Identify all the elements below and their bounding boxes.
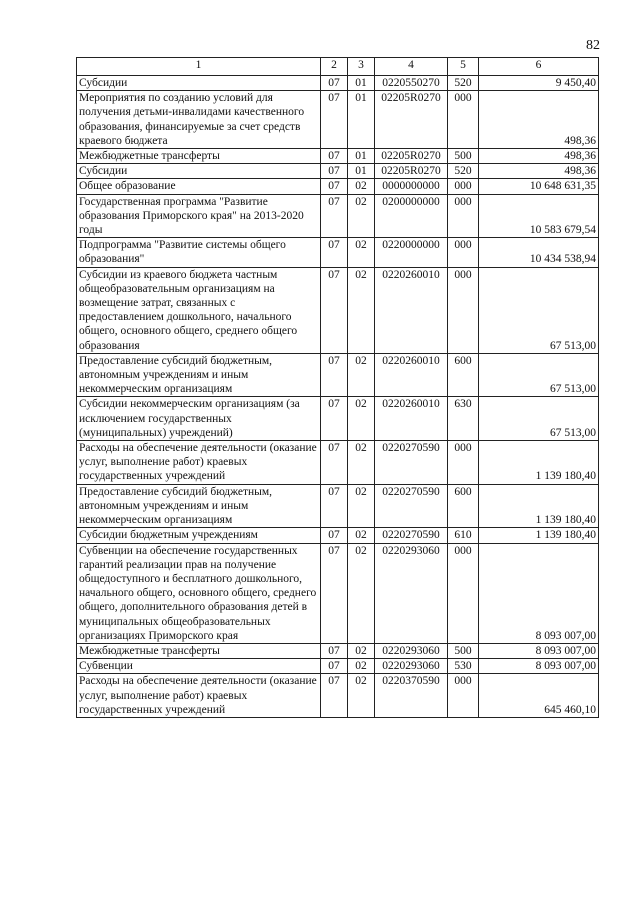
section-code-cell: 07 [321, 353, 348, 397]
table-row [77, 441, 599, 485]
row-name-cell: Субсидии некоммерческим организациям (за исключением государственных (муниципальных) учреждений) [77, 397, 321, 441]
target-item-code-cell: 0220270590 [375, 528, 448, 543]
table-row [77, 659, 599, 674]
table-row [77, 149, 599, 164]
target-item-code-cell: 0000000000 [375, 179, 448, 194]
subsection-code-cell: 01 [348, 149, 375, 164]
subsection-code-cell: 01 [348, 76, 375, 91]
target-item-code-cell: 0220270590 [375, 484, 448, 528]
amount-cell: 645 460,10 [479, 674, 599, 718]
amount-cell: 1 139 180,40 [479, 528, 599, 543]
section-code-cell: 07 [321, 659, 348, 674]
table-row [77, 674, 599, 718]
subsection-code-cell: 02 [348, 397, 375, 441]
section-code-cell: 07 [321, 149, 348, 164]
table-row [77, 643, 599, 658]
subsection-code-cell: 02 [348, 267, 375, 353]
row-name-cell: Мероприятия по созданию условий для получения детьми-инвалидами качественного образования, финансируемые за счет средств краевого бюджета [77, 91, 321, 149]
amount-cell: 498,36 [479, 149, 599, 164]
table-row [77, 267, 599, 353]
row-name-cell: Общее образование [77, 179, 321, 194]
section-code-cell: 07 [321, 543, 348, 643]
section-code-cell: 07 [321, 397, 348, 441]
subsection-code-cell: 01 [348, 164, 375, 179]
subsection-code-cell: 02 [348, 528, 375, 543]
section-code-cell: 07 [321, 179, 348, 194]
column-header: 2 [321, 58, 348, 76]
expense-type-code-cell: 000 [448, 194, 479, 238]
amount-cell: 67 513,00 [479, 267, 599, 353]
section-code-cell: 07 [321, 76, 348, 91]
expense-type-code-cell: 600 [448, 353, 479, 397]
row-name-cell: Предоставление субсидий бюджетным, автономным учреждениям и иным некоммерческим организациям [77, 353, 321, 397]
subsection-code-cell: 02 [348, 674, 375, 718]
amount-cell: 8 093 007,00 [479, 659, 599, 674]
row-name-cell: Субсидии [77, 76, 321, 91]
target-item-code-cell: 0220370590 [375, 674, 448, 718]
table-row [77, 397, 599, 441]
table-row [77, 179, 599, 194]
expense-type-code-cell: 600 [448, 484, 479, 528]
table-row [77, 543, 599, 643]
target-item-code-cell: 02205R0270 [375, 164, 448, 179]
row-name-cell: Межбюджетные трансферты [77, 643, 321, 658]
subsection-code-cell: 01 [348, 91, 375, 149]
amount-cell: 67 513,00 [479, 353, 599, 397]
section-code-cell: 07 [321, 484, 348, 528]
expense-type-code-cell: 000 [448, 674, 479, 718]
amount-cell: 498,36 [479, 91, 599, 149]
table-row [77, 528, 599, 543]
amount-cell: 8 093 007,00 [479, 543, 599, 643]
section-code-cell: 07 [321, 164, 348, 179]
amount-cell: 1 139 180,40 [479, 441, 599, 485]
subsection-code-cell: 02 [348, 238, 375, 267]
subsection-code-cell: 02 [348, 484, 375, 528]
target-item-code-cell: 0220293060 [375, 543, 448, 643]
section-code-cell: 07 [321, 643, 348, 658]
section-code-cell: 07 [321, 441, 348, 485]
subsection-code-cell: 02 [348, 179, 375, 194]
expense-type-code-cell: 520 [448, 164, 479, 179]
table-body [77, 76, 599, 718]
expense-type-code-cell: 630 [448, 397, 479, 441]
expense-type-code-cell: 000 [448, 91, 479, 149]
column-header: 1 [77, 58, 321, 76]
subsection-code-cell: 02 [348, 643, 375, 658]
subsection-code-cell: 02 [348, 659, 375, 674]
row-name-cell: Субвенции [77, 659, 321, 674]
column-header: 5 [448, 58, 479, 76]
expense-type-code-cell: 000 [448, 543, 479, 643]
table-row [77, 76, 599, 91]
amount-cell: 1 139 180,40 [479, 484, 599, 528]
row-name-cell: Предоставление субсидий бюджетным, автономным учреждениям и иным некоммерческим организациям [77, 484, 321, 528]
row-name-cell: Межбюджетные трансферты [77, 149, 321, 164]
table-header-row [77, 58, 599, 76]
table-row [77, 238, 599, 267]
subsection-code-cell: 02 [348, 194, 375, 238]
column-header: 4 [375, 58, 448, 76]
amount-cell: 8 093 007,00 [479, 643, 599, 658]
table-row [77, 164, 599, 179]
target-item-code-cell: 0220000000 [375, 238, 448, 267]
expense-type-code-cell: 500 [448, 643, 479, 658]
page-number: 82 [586, 38, 600, 53]
target-item-code-cell: 02205R0270 [375, 149, 448, 164]
section-code-cell: 07 [321, 267, 348, 353]
row-name-cell: Субсидии [77, 164, 321, 179]
target-item-code-cell: 0220550270 [375, 76, 448, 91]
amount-cell: 10 648 631,35 [479, 179, 599, 194]
target-item-code-cell: 02205R0270 [375, 91, 448, 149]
table-row [77, 484, 599, 528]
section-code-cell: 07 [321, 91, 348, 149]
amount-cell: 10 583 679,54 [479, 194, 599, 238]
target-item-code-cell: 0220293060 [375, 643, 448, 658]
row-name-cell: Подпрограмма "Развитие системы общего образования" [77, 238, 321, 267]
amount-cell: 10 434 538,94 [479, 238, 599, 267]
amount-cell: 67 513,00 [479, 397, 599, 441]
expense-type-code-cell: 000 [448, 238, 479, 267]
subsection-code-cell: 02 [348, 353, 375, 397]
column-header: 6 [479, 58, 599, 76]
target-item-code-cell: 0220260010 [375, 267, 448, 353]
target-item-code-cell: 0220260010 [375, 397, 448, 441]
table-row [77, 194, 599, 238]
column-header: 3 [348, 58, 375, 76]
target-item-code-cell: 0220260010 [375, 353, 448, 397]
expense-type-code-cell: 530 [448, 659, 479, 674]
row-name-cell: Расходы на обеспечение деятельности (оказание услуг, выполнение работ) краевых государственных учреждений [77, 441, 321, 485]
subsection-code-cell: 02 [348, 441, 375, 485]
expense-type-code-cell: 500 [448, 149, 479, 164]
row-name-cell: Государственная программа "Развитие образования Приморского края" на 2013-2020 годы [77, 194, 321, 238]
expense-type-code-cell: 610 [448, 528, 479, 543]
row-name-cell: Субсидии бюджетным учреждениям [77, 528, 321, 543]
expense-type-code-cell: 000 [448, 267, 479, 353]
expense-type-code-cell: 000 [448, 441, 479, 485]
section-code-cell: 07 [321, 194, 348, 238]
amount-cell: 498,36 [479, 164, 599, 179]
row-name-cell: Субсидии из краевого бюджета частным общеобразовательным организациям на возмещение затрат, связанных с предоставлением дошкольного, начального общего, основного общего, среднего общего образования [77, 267, 321, 353]
expense-type-code-cell: 520 [448, 76, 479, 91]
target-item-code-cell: 0200000000 [375, 194, 448, 238]
budget-table [76, 57, 599, 718]
target-item-code-cell: 0220270590 [375, 441, 448, 485]
row-name-cell: Субвенции на обеспечение государственных гарантий реализации прав на получение общедоступного и бесплатного дошкольного, начального общего, основного общего, среднего общего, дополнительного образования детей в муниципальных общеобразовательных организациях Приморского края [77, 543, 321, 643]
section-code-cell: 07 [321, 528, 348, 543]
expense-type-code-cell: 000 [448, 179, 479, 194]
section-code-cell: 07 [321, 674, 348, 718]
table-row [77, 353, 599, 397]
subsection-code-cell: 02 [348, 543, 375, 643]
section-code-cell: 07 [321, 238, 348, 267]
amount-cell: 9 450,40 [479, 76, 599, 91]
row-name-cell: Расходы на обеспечение деятельности (оказание услуг, выполнение работ) краевых государственных учреждений [77, 674, 321, 718]
target-item-code-cell: 0220293060 [375, 659, 448, 674]
table-row [77, 91, 599, 149]
